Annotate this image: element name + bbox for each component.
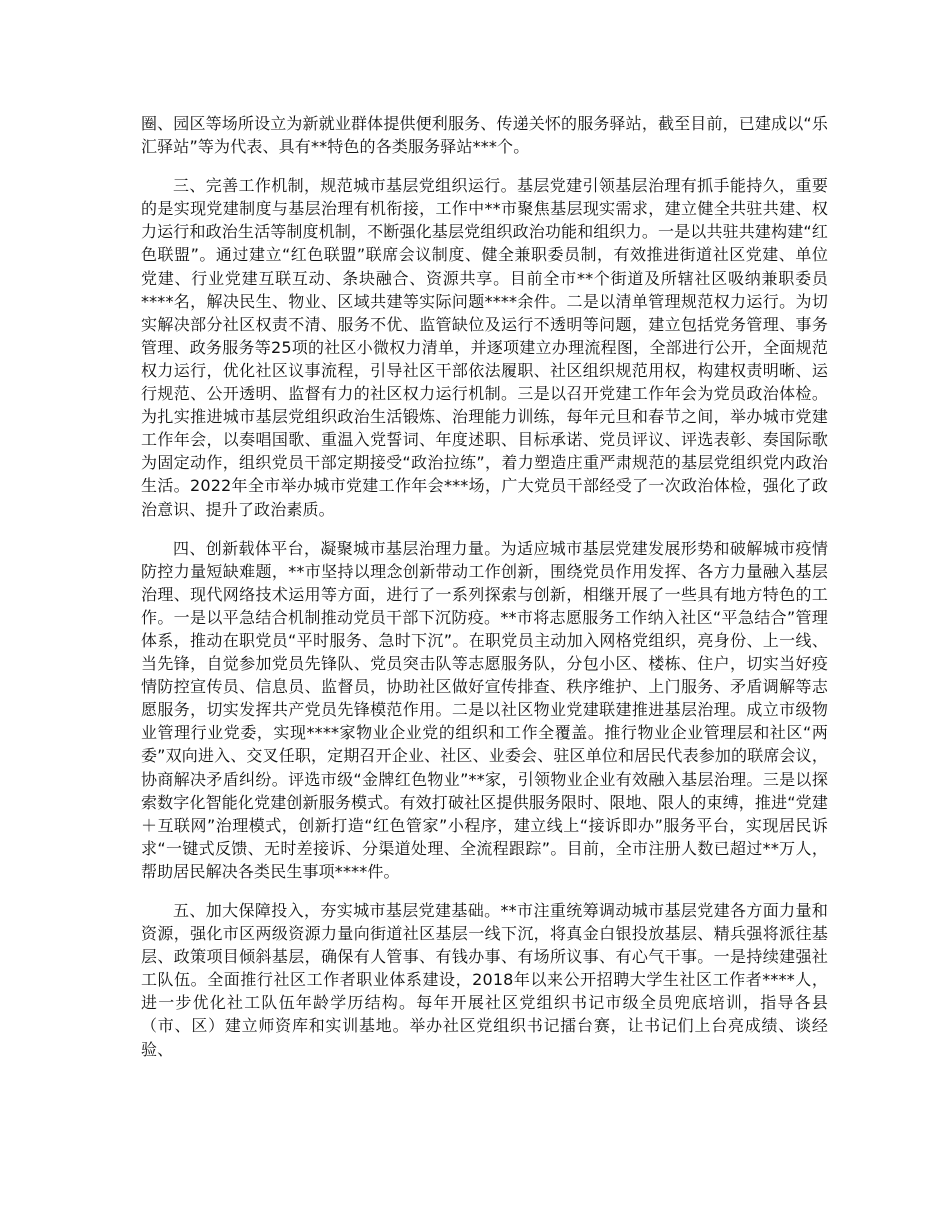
paragraph-guarantee-investment: 五、加大保障投入，夯实城市基层党建基础。**市注重统筹调动城市基层党建各方面力量和资源，强化市区两级资源力量向街道社区基层一线下沉，将真金白银投放基层、精兵强将派往基层、政策项目倾斜基层，确保有人管事、有钱办事、有场所议事、有心气干事。一是持续建强社工队伍。全面推行社区工作者职业体系建设，2018年以来公开招聘大学生社区工作者****人，进一步优化社工队伍年龄学历结构。每年开展社区党组织书记市级全员兜底培训，指导各县（市、区）建立师资库和实训基地。举办社区党组织书记擂台赛，让书记们上台亮成绩、谈经验、 xyxy=(141,901,828,1059)
document-page xyxy=(141,112,828,1061)
paragraph-work-mechanism: 三、完善工作机制，规范城市基层党组织运行。基层党建引领基层治理有抓手能持久，重要的是实现党建制度与基层治理有机衔接，工作中**市聚焦基层现实需求，建立健全共驻共建、权力运行和政治生活等制度机制，不断强化基层党组织政治功能和组织力。一是以共驻共建构建“红色联盟”。通过建立“红色联盟”联席会议制度、健全兼职委员制，有效推进街道社区党建、单位党建、行业党建互联互动、条块融合、资源共享。目前全市**个街道及所辖社区吸纳兼职委员****名，解决民生、物业、区域共建等实际问题****余件。二是以清单管理规范权力运行。为切实解决部分社区权责不清、服务不优、监管缺位及运行不透明等问题，建立包括党务管理、事务管理、政务服务等25项的社区小微权力清单，并逐项建立办理流程图，全部进行公开，全面规范权力运行，优化社区议事流程，引导社区干部依法履职、社区组织规范用权，构建权责明晰、运行规范、公开透明、监督有力的社区权力运行机制。三是以召开党建工作年会为党员政治体检。为扎实推进城市基层党组织政治生活锻炼、治理能力训练，每年元旦和春节之间，举办城市党建工作年会，以奏唱国歌、重温入党誓词、年度述职、目标承诺、党员评议、评选表彰、奏国际歌为固定动作，组织党员干部定期接受“政治拉练”，着力塑造庄重严肃规范的基层党组织党内政治生活。2022年全市举办城市党建工作年会***场，广大党员干部经受了一次政治体检，强化了政治意识、提升了政治素质。 xyxy=(141,176,828,519)
paragraph-carrier-platform: 四、创新载体平台，凝聚城市基层治理力量。为适应城市基层党建发展形势和破解城市疫情防控力量短缺难题，**市坚持以理念创新带动工作创新，围绕党员作用发挥、各方力量融入基层治理、现代网络技术运用等方面，进行了一系列探索与创新，相继开展了一些具有地方特色的工作。一是以平急结合机制推动党员干部下沉防疫。**市将志愿服务工作纳入社区“平急结合”管理体系，推动在职党员“平时服务、急时下沉”。在职党员主动加入网格党组织，亮身份、上一线、当先锋，自觉参加党员先锋队、党员突击队等志愿服务队，分包小区、楼栋、住户，切实当好疫情防控宣传员、信息员、监督员，协助社区做好宣传排查、秩序维护、上门服务、矛盾调解等志愿服务，切实发挥共产党员先锋模范作用。二是以社区物业党建联建推进基层治理。成立市级物业管理行业党委，实现****家物业企业党的组织和工作全覆盖。推行物业企业管理层和社区“两委”双向进入、交叉任职，定期召开企业、社区、业委会、驻区单位和居民代表参加的联席会议，协商解决矛盾纠纷。评选市级“金牌红色物业”**家，引领物业企业有效融入基层治理。三是以探索数字化智能化党建创新服务模式。有效打破社区提供服务限时、限地、限人的束缚，推进“党建＋互联网”治理模式，创新打造“红色管家”小程序，建立线上“接诉即办”服务平台，实现居民诉求“一键式反馈、无时差接诉、分渠道处理、全流程跟踪”。目前，全市注册人数已超过**万人，帮助居民解决各类民生事项****件。 xyxy=(141,538,828,881)
paragraph-service-stations: 圈、园区等场所设立为新就业群体提供便利服务、传递关怀的服务驿站，截至目前，已建成以“乐汇驿站”等为代表、具有**特色的各类服务驿站***个。 xyxy=(141,114,828,157)
